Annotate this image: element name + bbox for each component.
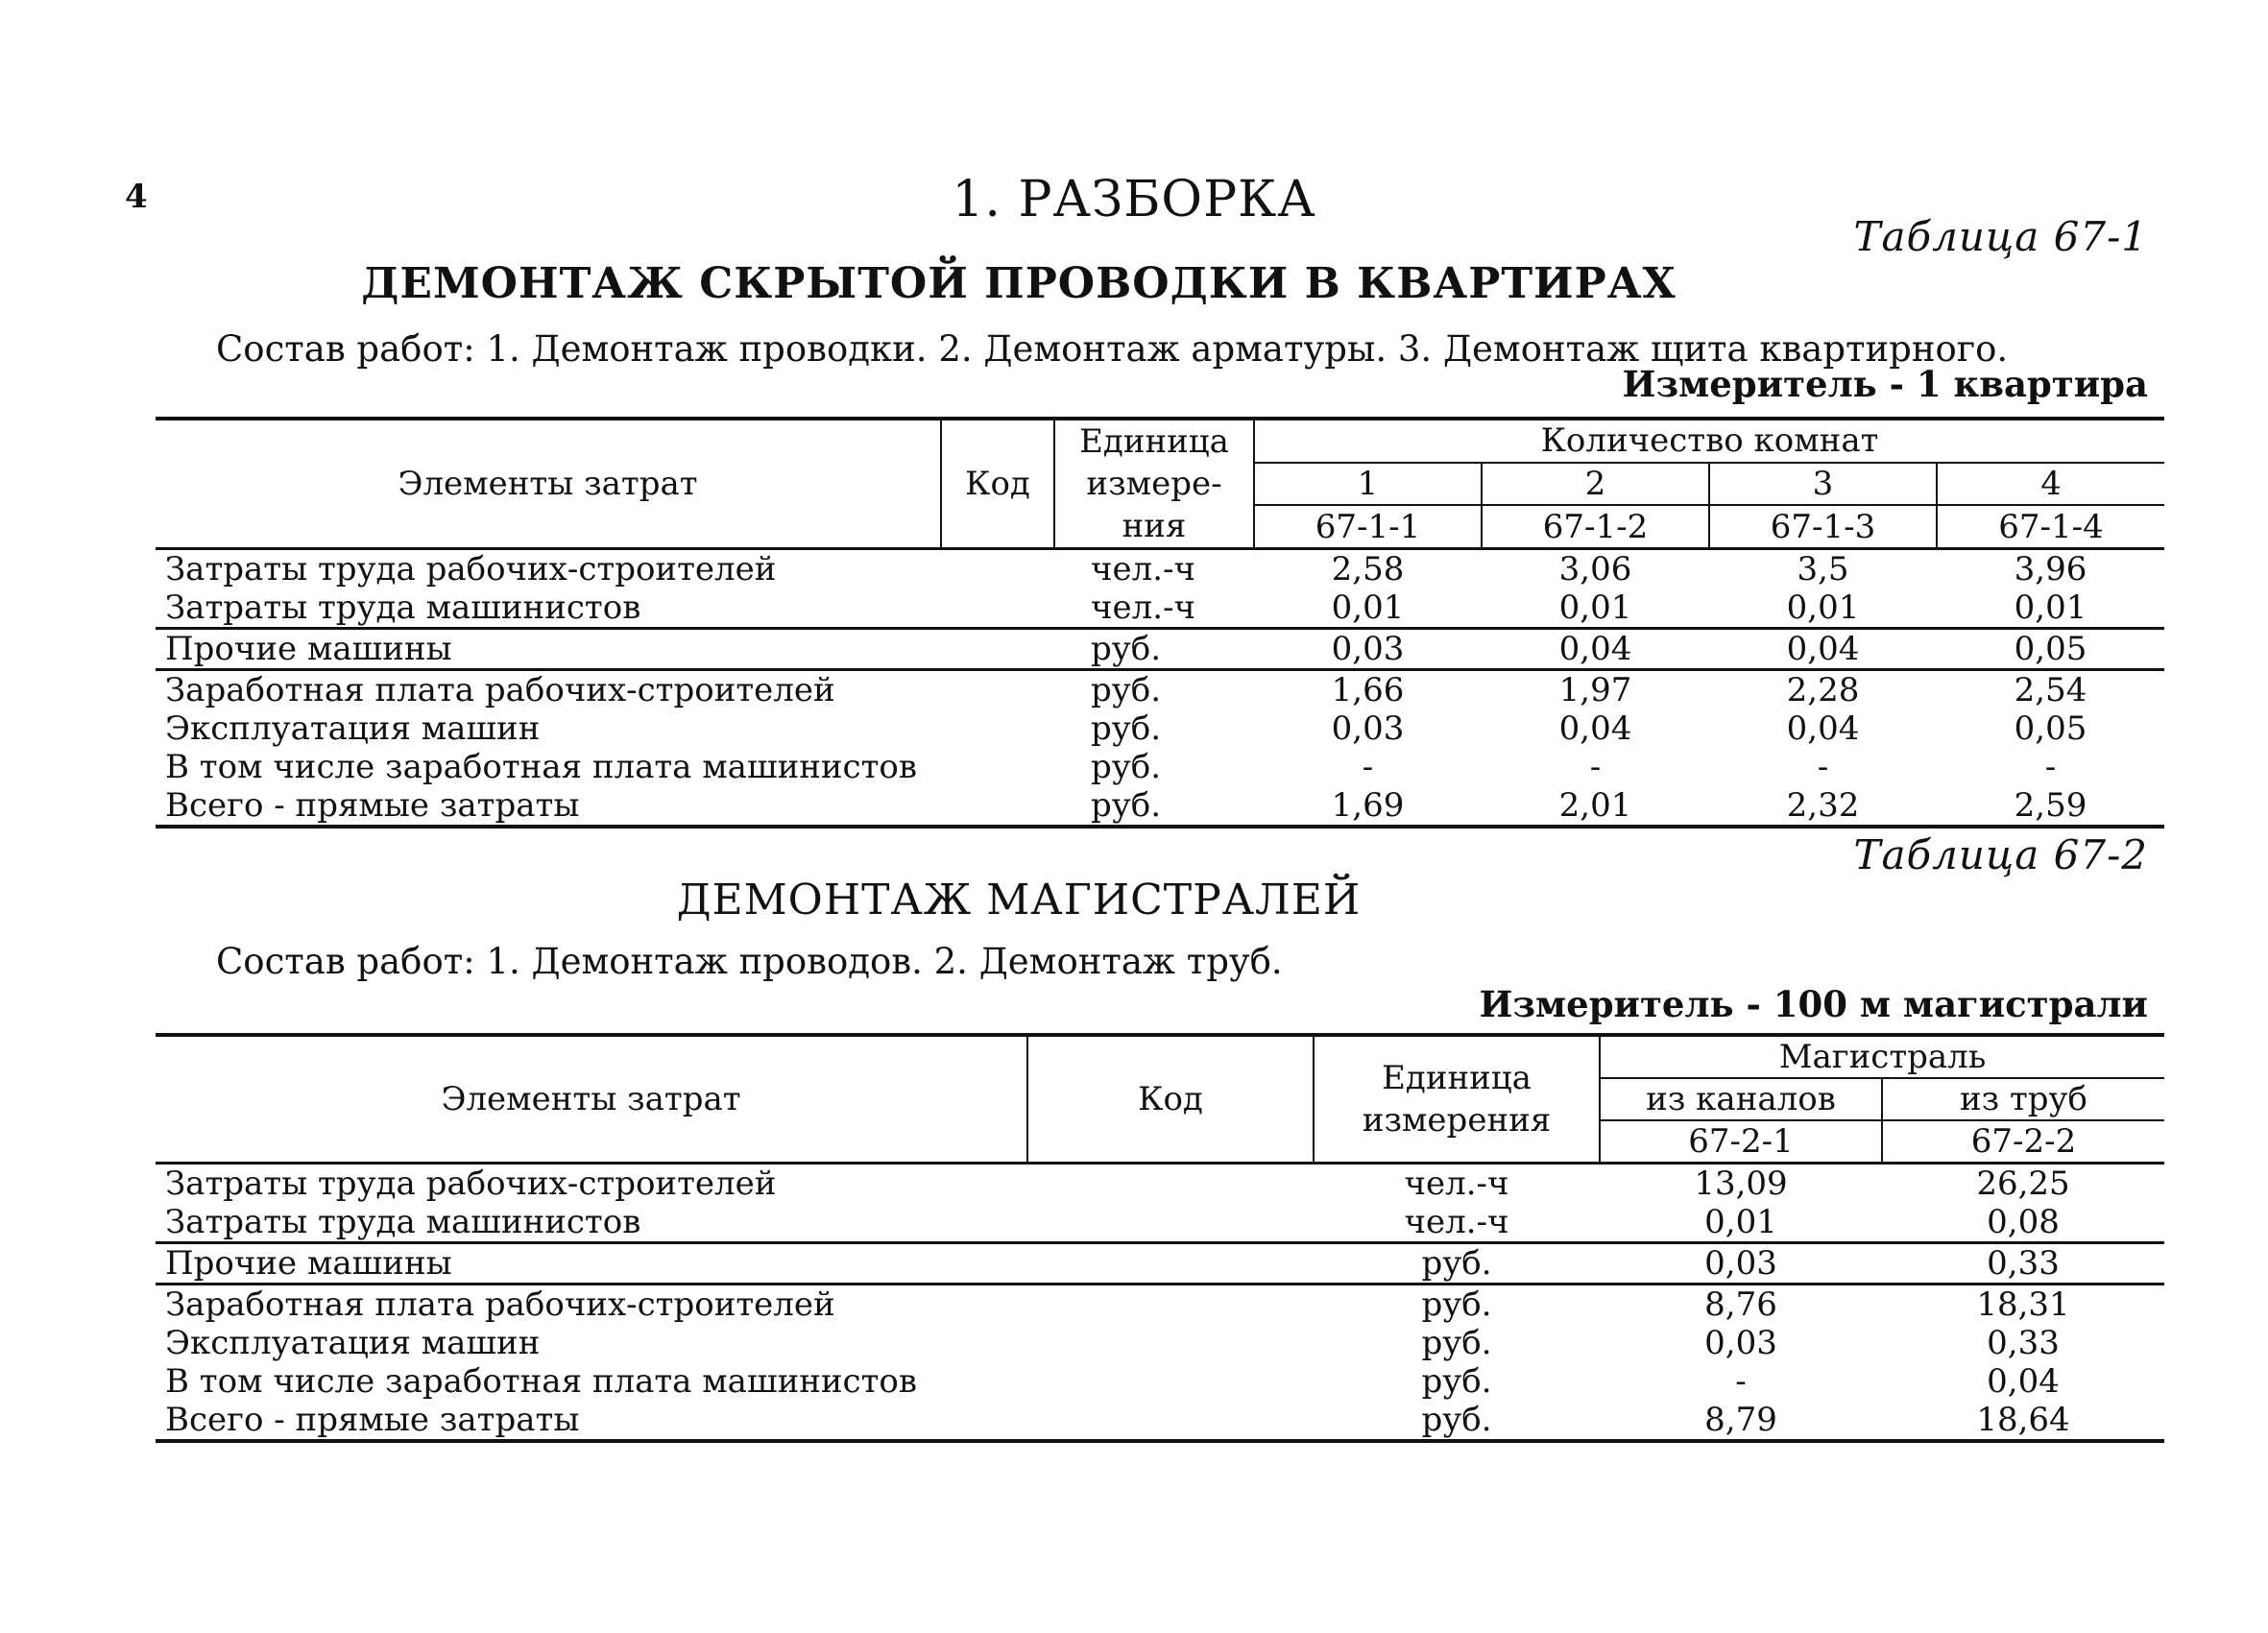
row-value: 3,5 (1797, 550, 1849, 588)
row-name: Всего - прямые затраты (156, 786, 941, 827)
table-number: Таблица 67-2 (1853, 831, 2148, 878)
table-row (156, 1401, 2164, 1441)
row-value: 0,01 (1709, 588, 1937, 629)
header-norm-code: 67-2-2 (1882, 1120, 2164, 1164)
header-unit: Единица измерения (1314, 1035, 1600, 1164)
row-unit: руб. (1091, 709, 1162, 748)
row-value: - (1362, 748, 1374, 786)
row-value: 0,01 (1482, 588, 1709, 629)
row-value: 13,09 (1694, 1165, 1788, 1203)
row-unit: руб. (1421, 1285, 1492, 1324)
row-name: В том числе заработная плата машинистов (165, 1362, 918, 1401)
row-unit: руб. (1421, 1362, 1492, 1401)
row-value: - (1589, 748, 1602, 786)
row-value: 2,28 (1786, 671, 1860, 709)
row-name: В том числе заработная плата машинистов (165, 748, 918, 786)
row-value: 0,04 (1709, 629, 1937, 670)
row-value: - (1735, 1362, 1747, 1401)
row-value: 0,03 (1254, 629, 1482, 670)
row-value: 0,04 (1558, 709, 1632, 748)
row-value: 1,66 (1331, 671, 1405, 709)
table-row (156, 1362, 2164, 1401)
row-value: 8,79 (1600, 1401, 1882, 1441)
table-number: Таблица 67-1 (1853, 213, 2148, 260)
row-value: 0,08 (1882, 1203, 2164, 1243)
row-name: Затраты труда рабочих-строителей (165, 1165, 777, 1203)
row-unit: руб. (1314, 1243, 1600, 1285)
row-unit: руб. (1091, 748, 1162, 786)
row-name: Затраты труда рабочих-строителей (165, 550, 777, 588)
table-title: ДЕМОНТАЖ МАГИСТРАЛЕЙ (676, 876, 1362, 925)
row-name: Заработная плата рабочих-строителей (165, 671, 835, 709)
row-value: 0,04 (1987, 1362, 2060, 1401)
row-value: 1,97 (1558, 671, 1632, 709)
row-name: Всего - прямые затраты (156, 1401, 1027, 1441)
row-value: 0,33 (1987, 1324, 2060, 1362)
header-rooms-count: Количество комнат (1254, 419, 2164, 463)
row-value: 1,69 (1254, 786, 1482, 827)
row-value: 2,58 (1331, 550, 1405, 588)
header-code: Код (941, 419, 1054, 549)
row-unit: руб. (1054, 629, 1254, 670)
table-row (156, 709, 2164, 748)
table-row (156, 1203, 2164, 1243)
row-value: 0,05 (1937, 629, 2164, 670)
cost-table (156, 417, 2164, 829)
work-composition: Состав работ: 1. Демонтаж проводки. 2. Демонтаж арматуры. 3. Демонтаж щита квартирного. (216, 328, 2009, 370)
row-name: Прочие машины (156, 629, 941, 670)
row-unit: чел.-ч (1091, 550, 1195, 588)
table-row (156, 1243, 2164, 1285)
row-name: Эксплуатация машин (165, 1324, 541, 1362)
table-row (156, 588, 2164, 629)
table-title: ДЕМОНТАЖ СКРЫТОЙ ПРОВОДКИ В КВАРТИРАХ (361, 259, 1677, 308)
table-row (156, 786, 2164, 827)
work-composition: Состав работ: 1. Демонтаж проводов. 2. Демонтаж труб. (216, 941, 1283, 982)
header-subcolumn: 1 (1254, 463, 1482, 506)
cost-table (156, 1033, 2164, 1443)
table-row (156, 748, 2164, 786)
row-name: Затраты труда машинистов (156, 1203, 1027, 1243)
header-subcolumn: 3 (1709, 463, 1937, 506)
meter-unit: Измеритель - 1 квартира (1622, 363, 2148, 405)
header-norm-code: 67-1-3 (1709, 505, 1937, 548)
row-name: Затраты труда машинистов (156, 588, 941, 629)
row-value: 0,01 (1600, 1203, 1882, 1243)
row-value: 2,01 (1482, 786, 1709, 827)
meter-unit: Измеритель - 100 м магистрали (1479, 983, 2148, 1025)
header-norm-code: 67-1-2 (1482, 505, 1709, 548)
row-value: 0,01 (1937, 588, 2164, 629)
header-subcolumn: из каналов (1600, 1078, 1882, 1120)
row-unit: руб. (1421, 1324, 1492, 1362)
row-value: 18,31 (1976, 1285, 2070, 1324)
row-value: 0,04 (1786, 709, 1860, 748)
row-unit: чел.-ч (1314, 1203, 1600, 1243)
table-row (156, 549, 2164, 589)
header-code: Код (1027, 1035, 1314, 1164)
row-value: 0,03 (1331, 709, 1405, 748)
row-value: - (1817, 748, 1829, 786)
row-name: Прочие машины (156, 1243, 1027, 1285)
header-subcolumn: 4 (1937, 463, 2164, 506)
table-row (156, 670, 2164, 710)
row-value: - (2044, 748, 2057, 786)
row-value: 2,59 (1937, 786, 2164, 827)
row-unit: чел.-ч (1054, 588, 1254, 629)
row-name: Эксплуатация машин (165, 709, 541, 748)
row-value: 0,04 (1482, 629, 1709, 670)
row-value: 2,54 (2014, 671, 2087, 709)
row-value: 18,64 (1882, 1401, 2164, 1441)
row-value: 0,03 (1704, 1324, 1777, 1362)
row-value: 0,33 (1882, 1243, 2164, 1285)
table-row (156, 1164, 2164, 1204)
row-value: 3,06 (1558, 550, 1632, 588)
row-value: 3,96 (2014, 550, 2087, 588)
header-subcolumn: 2 (1482, 463, 1709, 506)
row-unit: руб. (1314, 1401, 1600, 1441)
row-value: 8,76 (1704, 1285, 1777, 1324)
row-value: 2,32 (1709, 786, 1937, 827)
header-norm-code: 67-2-1 (1600, 1120, 1882, 1164)
header-unit: Единица измере-ния (1054, 419, 1254, 549)
section-title: 1. РАЗБОРКА (952, 171, 1316, 228)
header-elements: Элементы затрат (156, 1035, 1027, 1164)
row-unit: руб. (1091, 671, 1162, 709)
header-norm-code: 67-1-1 (1254, 505, 1482, 548)
table-row (156, 1285, 2164, 1325)
header-elements: Элементы затрат (156, 419, 941, 549)
page-corner-mark: 4 (125, 178, 148, 216)
header-main-line: Магистраль (1600, 1035, 2164, 1078)
row-value: 0,05 (2014, 709, 2087, 748)
table-row (156, 1324, 2164, 1362)
row-name: Заработная плата рабочих-строителей (165, 1285, 835, 1324)
header-subcolumn: из труб (1882, 1078, 2164, 1120)
row-value: 26,25 (1976, 1165, 2070, 1203)
row-value: 0,03 (1600, 1243, 1882, 1285)
row-unit: чел.-ч (1404, 1165, 1509, 1203)
table-row (156, 629, 2164, 670)
row-unit: руб. (1054, 786, 1254, 827)
row-value: 0,01 (1254, 588, 1482, 629)
header-norm-code: 67-1-4 (1937, 505, 2164, 548)
